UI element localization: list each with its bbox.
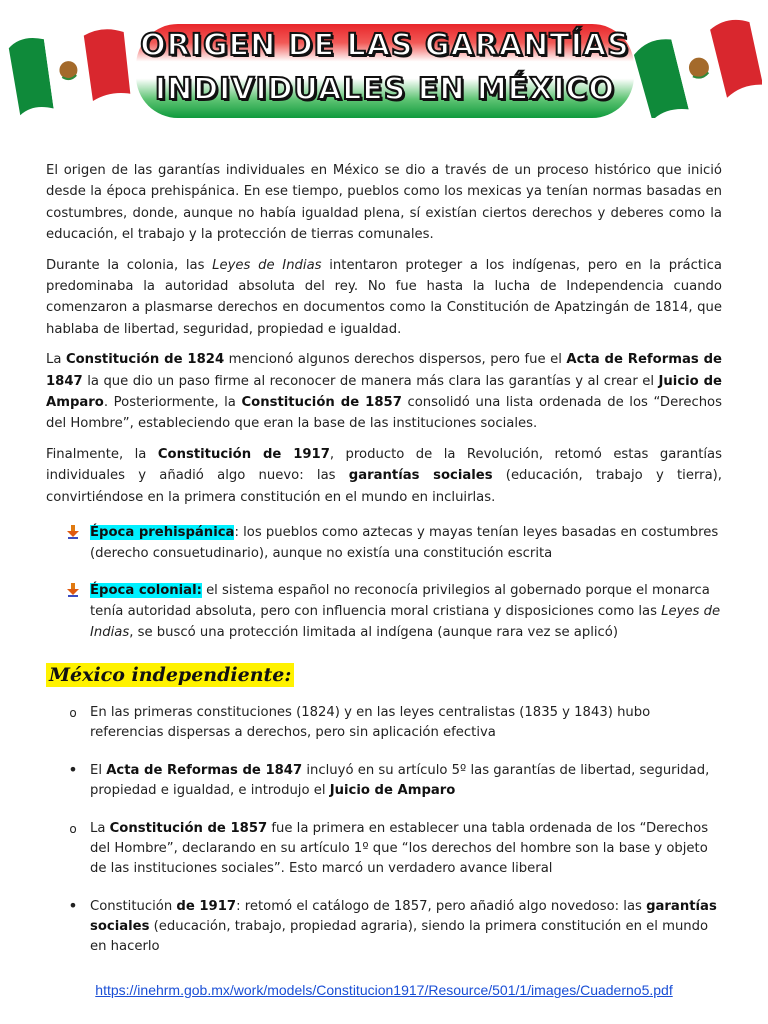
disc-bullet-icon: • (68, 896, 78, 916)
arrow-bullet-list (46, 522, 722, 643)
paragraph-3 (46, 349, 722, 435)
list-item-text: incluyó en su artículo 5º las garantías de libertad, seguridad, propiedad e igualdad, e introdujo el (90, 763, 710, 799)
paragraph-3-text: la que dio un paso firme al reconocer de manera más clara las garantías y al crear el (82, 373, 659, 389)
bullet-label: Época colonial: (90, 583, 202, 599)
bullet-text: los pueblos como aztecas y mayas tenían leyes basadas en costumbres (derecho consuetudinario), aunque no existía una constitución escrita (90, 525, 719, 562)
leyes-de-indias-italic: Leyes de Indias (212, 257, 322, 273)
paragraph-4 (46, 444, 722, 508)
paragraph-2-text: intentaron proteger a los indígenas, pero en la práctica predominaba la autoridad absoluta del rey. No fue hasta la lucha de Independencia cuando comenzaron a plasmarse derechos en documentos como la Constitución de Apatzingán de 1814, que hablaba de libertad, seguridad, propiedad e igualdad. (46, 257, 722, 337)
bullet-label: Época prehispánica (90, 525, 235, 541)
list-item-text: (educación, trabajo, propiedad agraria), siendo la primera constitución en el mundo en hacerlo (90, 919, 709, 955)
arrow-bullet-item (66, 580, 722, 643)
leyes-de-indias-italic: Leyes de Indias (90, 604, 721, 641)
bold-term: Juicio de Amparo (46, 373, 722, 411)
paragraph-2-text: Durante la colonia, las (46, 257, 213, 273)
bold-term: de 1917 (176, 899, 237, 915)
mexico-flag-right-icon (632, 10, 762, 118)
down-arrow-bullet-icon (66, 525, 80, 539)
bold-term: Acta de Reformas de 1847 (46, 352, 722, 389)
hollow-circle-bullet-icon: o (69, 706, 77, 721)
mexico-flag-left-icon (6, 18, 132, 116)
page-title-line-1: ORIGEN DE LAS GARANTÍAS (140, 28, 630, 63)
bold-term: Constitución de 1917 (157, 446, 330, 462)
list-item-text: fue la primera en establecer una tabla ordenada de los “Derechos del Hombre”, declarando en su artículo 1º que “los derechos del hombre son la base y objeto de las instituciones sociales”. Esto marcó un verdadero avance liberal (90, 821, 709, 877)
bold-term: garantías sociales (348, 468, 493, 484)
list-item-text: Constitución (90, 899, 177, 915)
bullet-separator: : (234, 525, 239, 541)
source-link[interactable]: https://inehrm.gob.mx/work/models/Constitucion1917/Resource/501/1/images/Cuaderno5.pdf (95, 982, 673, 998)
list-item-text: : retomó el catálogo de 1857, pero añadió algo novedoso: las (236, 899, 647, 915)
paragraph-3-text: mencionó algunos derechos dispersos, pero fue el (224, 352, 567, 368)
paragraph-4-text: Finalmente, la (46, 446, 158, 462)
bullet-text: , se buscó una protección limitada al indígena (aunque rara vez se aplicó) (129, 625, 619, 641)
bold-term: garantías sociales (90, 899, 717, 935)
down-arrow-bullet-icon (66, 583, 80, 597)
page-title-line-2: INDIVIDUALES EN MÉXICO (154, 72, 616, 107)
list-item-text: En las primeras constituciones (1824) y en las leyes centralistas (1835 y 1843) hubo referencias dispersas a derechos, pero sin aplicación efectiva (90, 705, 651, 741)
list-item-text: El (90, 763, 107, 779)
list-item (66, 897, 722, 957)
paragraph-3-text: La (46, 352, 66, 368)
arrow-bullet-item (66, 522, 722, 564)
paragraph-3-text: . Posteriormente, la (103, 395, 242, 411)
independiente-list (46, 703, 722, 957)
list-item (66, 819, 722, 879)
paragraph-4-text: , producto de la Revolución, retomó estas garantías individuales y añadió algo nuevo: las (46, 446, 722, 484)
hollow-circle-bullet-icon: o (69, 822, 77, 837)
bold-term: Acta de Reformas de 1847 (106, 763, 303, 779)
title-banner (136, 24, 634, 118)
document-body (46, 160, 722, 975)
paragraph-3-text: consolidó una lista ordenada de los “Derechos del Hombre”, estableciendo que eran la base de las instituciones sociales. (46, 395, 722, 432)
list-item (66, 761, 722, 801)
paragraph-2 (46, 255, 722, 341)
paragraph-4-text: (educación, trabajo y tierra), convirtiéndose en la primera constitución en el mundo en incluirlas. (46, 468, 722, 505)
bold-term: Constitución de 1857 (241, 395, 402, 411)
bold-term: Constitución de 1824 (65, 352, 225, 368)
bold-term: Constitución de 1857 (109, 821, 268, 837)
disc-bullet-icon: • (68, 760, 78, 780)
section-heading: México independiente: (46, 663, 294, 687)
list-item-text: La (90, 821, 110, 837)
list-item (66, 703, 722, 743)
paragraph-1: El origen de las garantías individuales en México se dio a través de un proceso histórico que inició desde la época prehispánica. En ese tiempo, pueblos como los mexicas ya tenían normas basadas en costumbres, donde, aunque no había igualdad plena, sí existían ciertos derechos y deberes como la educación, el trabajo y la protección de tierras comunales. (46, 163, 722, 243)
bold-term: Juicio de Amparo (329, 783, 456, 799)
bullet-text: el sistema español no reconocía privilegios al gobernado porque el monarca tenía autoridad absoluta, pero con influencia moral cristiana y disposiciones como las (90, 583, 710, 620)
